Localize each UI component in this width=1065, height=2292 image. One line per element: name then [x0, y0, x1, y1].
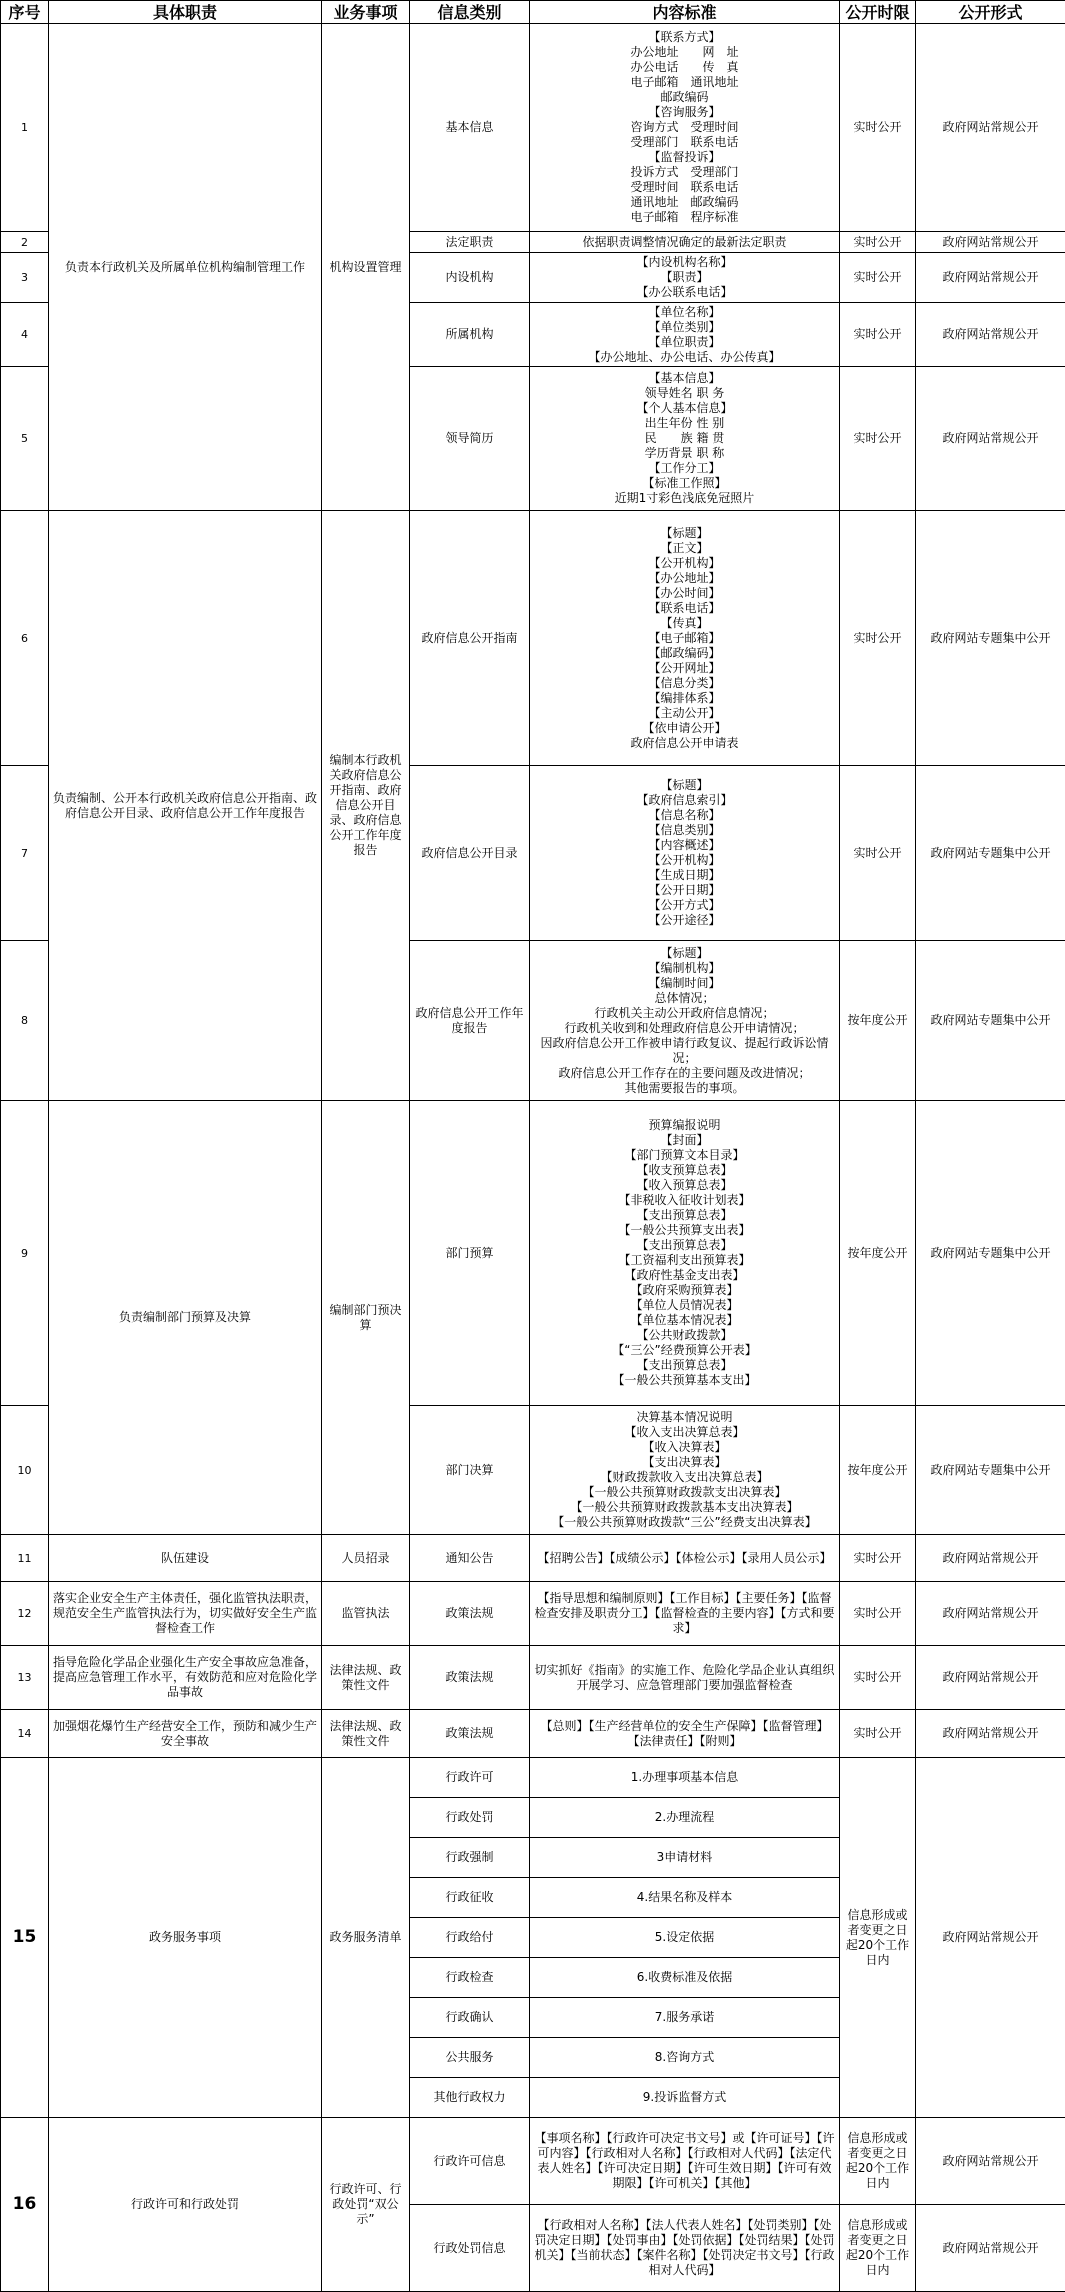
category-cell: 行政给付	[410, 1918, 530, 1958]
duty-cell: 队伍建设	[49, 1535, 322, 1582]
standard-cell: 【招聘公告】【成绩公示】【体检公示】【录用人员公示】	[530, 1535, 840, 1582]
row-seq: 3	[1, 253, 49, 303]
category-cell: 其他行政权力	[410, 2078, 530, 2118]
category-cell: 领导简历	[410, 367, 530, 511]
matter-cell: 监管执法	[322, 1582, 410, 1646]
time-limit-cell: 实时公开	[840, 1646, 916, 1710]
standard-line: 【一般公共预算财政拨款基本支出决算表】	[534, 1500, 835, 1515]
standard-cell: 3申请材料	[530, 1838, 840, 1878]
standard-line: 行政机关主动公开政府信息情况；	[534, 1006, 835, 1021]
time-limit-cell: 实时公开	[840, 367, 916, 511]
header-row	[1, 1, 1065, 24]
category-cell: 法定职责	[410, 232, 530, 253]
standard-line: 【信息分类】	[534, 676, 835, 691]
form-cell: 政府网站常规公开	[916, 367, 1065, 511]
standard-cell: 1.办理事项基本信息	[530, 1758, 840, 1798]
form-cell: 政府网站常规公开	[916, 24, 1065, 232]
time-limit-cell: 实时公开	[840, 253, 916, 303]
matter-cell: 编制本行政机关政府信息公开指南、政府信息公开目录、政府信息公开工作年度报告	[322, 511, 410, 1101]
standard-line: 【支出决算表】	[534, 1455, 835, 1470]
category-cell: 公共服务	[410, 2038, 530, 2078]
standard-line: 【工作分工】	[534, 461, 835, 476]
matter-cell: 行政许可、行政处罚“双公示”	[322, 2118, 410, 2292]
category-cell: 基本信息	[410, 24, 530, 232]
category-cell: 行政许可信息	[410, 2118, 530, 2205]
category-cell: 部门决算	[410, 1406, 530, 1535]
standard-line: 【公开机构】	[534, 853, 835, 868]
form-cell: 政府网站常规公开	[916, 1646, 1065, 1710]
standard-line: 【依申请公开】	[534, 721, 835, 736]
standard-line: 【支出预算总表】	[534, 1358, 835, 1373]
time-limit-cell: 信息形成或者变更之日起20个工作日内	[840, 2118, 916, 2205]
matter-cell: 法律法规、政策性文件	[322, 1646, 410, 1710]
standard-cell	[530, 253, 840, 303]
table-row	[1, 1582, 1065, 1646]
form-cell: 政府网站常规公开	[916, 1758, 1065, 2118]
time-limit-cell: 按年度公开	[840, 941, 916, 1101]
standard-line: 【标题】	[534, 946, 835, 961]
form-cell: 政府网站常规公开	[916, 2118, 1065, 2205]
standard-cell: 【事项名称】【行政许可决定书文号】或【许可证号】【许可内容】【行政相对人名称】【行政相对人代码】【法定代表人姓名】【许可决定日期】【许可生效日期】【许可有效期限】【许可机关】【其他】	[530, 2118, 840, 2205]
duty-cell: 负责编制部门预算及决算	[49, 1101, 322, 1535]
standard-cell	[530, 941, 840, 1101]
time-limit-cell: 实时公开	[840, 766, 916, 941]
standard-line: 【工资福利支出预算表】	[534, 1253, 835, 1268]
standard-line: 出生年份 性 别	[534, 416, 835, 431]
row-seq: 1	[1, 24, 49, 232]
form-cell: 政府网站常规公开	[916, 253, 1065, 303]
standard-line: 【传真】	[534, 616, 835, 631]
form-cell: 政府网站常规公开	[916, 1582, 1065, 1646]
row-seq: 10	[1, 1406, 49, 1535]
form-cell: 政府网站常规公开	[916, 232, 1065, 253]
time-limit-cell: 信息形成或者变更之日起20个工作日内	[840, 1758, 916, 2118]
standard-line: 【公开日期】	[534, 883, 835, 898]
standard-line: 【“三公”经费预算公开表】	[534, 1343, 835, 1358]
row-seq: 9	[1, 1101, 49, 1406]
standard-line: 【监督投诉】	[534, 150, 835, 165]
standard-line: 【一般公共预算财政拨款支出决算表】	[534, 1485, 835, 1500]
standard-line: 【个人基本信息】	[534, 401, 835, 416]
standard-cell	[530, 24, 840, 232]
standard-line: 依据职责调整情况确定的最新法定职责	[534, 235, 835, 250]
category-cell: 行政处罚	[410, 1798, 530, 1838]
standard-line: 【单位基本情况表】	[534, 1313, 835, 1328]
time-limit-cell: 实时公开	[840, 232, 916, 253]
standard-line: 决算基本情况说明	[534, 1410, 835, 1425]
standard-line: 【部门预算文本目录】	[534, 1148, 835, 1163]
standard-line: 【支出预算总表】	[534, 1208, 835, 1223]
standard-line: 【单位类别】	[534, 320, 835, 335]
matter-cell: 法律法规、政策性文件	[322, 1710, 410, 1758]
standard-line: 【信息类别】	[534, 823, 835, 838]
standard-cell	[530, 1406, 840, 1535]
standard-cell: 【行政相对人名称】【法人代表人姓名】【处罚类别】【处罚决定日期】【处罚事由】【处罚依据】【处罚结果】【处罚机关】【当前状态】【案件名称】【处罚决定书文号】【行政相对人代码】	[530, 2205, 840, 2292]
duty-cell: 负责编制、公开本行政机关政府信息公开指南、政府信息公开目录、政府信息公开工作年度报告	[49, 511, 322, 1101]
standard-line: 【编制时间】	[534, 976, 835, 991]
duty-cell: 指导危险化学品企业强化生产安全事故应急准备，提高应急管理工作水平，有效防范和应对危险化学品事故	[49, 1646, 322, 1710]
standard-cell: 切实抓好《指南》的实施工作、危险化学品企业认真组织开展学习、应急管理部门要加强监督检查	[530, 1646, 840, 1710]
standard-line: 邮政编码	[534, 90, 835, 105]
table-row	[1, 1646, 1065, 1710]
table-row	[1, 1710, 1065, 1758]
standard-line: 总体情况；	[534, 991, 835, 1006]
header-form: 公开形式	[916, 1, 1065, 24]
standard-line: 【正文】	[534, 541, 835, 556]
standard-line: 投诉方式 受理部门	[534, 165, 835, 180]
standard-line: 【职责】	[534, 270, 835, 285]
form-cell: 政府网站常规公开	[916, 2205, 1065, 2292]
standard-line: 【公共财政拨款】	[534, 1328, 835, 1343]
category-cell: 行政检查	[410, 1958, 530, 1998]
row-seq: 13	[1, 1646, 49, 1710]
standard-line: 【政府性基金支出表】	[534, 1268, 835, 1283]
standard-line: 其他需要报告的事项。	[534, 1081, 835, 1096]
standard-line: 【基本信息】	[534, 371, 835, 386]
standard-line: 【信息名称】	[534, 808, 835, 823]
standard-line: 【一般公共预算支出表】	[534, 1223, 835, 1238]
row-seq: 16	[1, 2118, 49, 2292]
row-seq: 4	[1, 303, 49, 367]
standard-line: 【标题】	[534, 778, 835, 793]
duty-cell: 行政许可和行政处罚	[49, 2118, 322, 2292]
standard-line: 受理部门 联系电话	[534, 135, 835, 150]
standard-cell	[530, 766, 840, 941]
matter-cell: 编制部门预决算	[322, 1101, 410, 1535]
standard-line: 【政府采购预算表】	[534, 1283, 835, 1298]
form-cell: 政府网站专题集中公开	[916, 1406, 1065, 1535]
standard-line: 【公开方式】	[534, 898, 835, 913]
standard-line: 【生成日期】	[534, 868, 835, 883]
standard-line: 【内设机构名称】	[534, 255, 835, 270]
category-cell: 政策法规	[410, 1582, 530, 1646]
duty-cell: 政务服务事项	[49, 1758, 322, 2118]
category-cell: 政策法规	[410, 1710, 530, 1758]
standard-line: 【电子邮箱】	[534, 631, 835, 646]
standard-line: 电子邮箱 程序标准	[534, 210, 835, 225]
standard-line: 【非税收入征收计划表】	[534, 1193, 835, 1208]
standard-line: 【办公时间】	[534, 586, 835, 601]
header-duty: 具体职责	[49, 1, 322, 24]
category-cell: 政府信息公开目录	[410, 766, 530, 941]
standard-cell: 【指导思想和编制原则】【工作目标】【主要任务】【监督检查安排及职责分工】【监督检查的主要内容】【方式和要求】	[530, 1582, 840, 1646]
row-seq: 8	[1, 941, 49, 1101]
duty-cell: 加强烟花爆竹生产经营安全工作，预防和减少生产安全事故	[49, 1710, 322, 1758]
standard-line: 预算编报说明	[534, 1118, 835, 1133]
standard-line: 【政府信息索引】	[534, 793, 835, 808]
standard-line: 【邮政编码】	[534, 646, 835, 661]
row-seq: 12	[1, 1582, 49, 1646]
matter-cell: 人员招录	[322, 1535, 410, 1582]
standard-cell	[530, 367, 840, 511]
row-seq: 15	[1, 1758, 49, 2118]
time-limit-cell: 实时公开	[840, 24, 916, 232]
table-row	[1, 2118, 1065, 2205]
row-seq: 2	[1, 232, 49, 253]
category-cell: 部门预算	[410, 1101, 530, 1406]
standard-line: 【公开网址】	[534, 661, 835, 676]
standard-line: 【办公地址】	[534, 571, 835, 586]
standard-cell: 4.结果名称及样本	[530, 1878, 840, 1918]
standard-line: 【编排体系】	[534, 691, 835, 706]
standard-cell: 2.办理流程	[530, 1798, 840, 1838]
standard-line: 【财政拨款收入支出决算总表】	[534, 1470, 835, 1485]
duty-cell: 负责本行政机关及所属单位机构编制管理工作	[49, 24, 322, 511]
header-seq: 序号	[1, 1, 49, 24]
standard-line: 【单位人员情况表】	[534, 1298, 835, 1313]
category-cell: 政策法规	[410, 1646, 530, 1710]
time-limit-cell: 信息形成或者变更之日起20个工作日内	[840, 2205, 916, 2292]
standard-line: 领导姓名 职 务	[534, 386, 835, 401]
form-cell: 政府网站常规公开	[916, 1535, 1065, 1582]
standard-line: 【办公地址、办公电话、办公传真】	[534, 350, 835, 365]
form-cell: 政府网站专题集中公开	[916, 1101, 1065, 1406]
header-time-limit: 公开时限	[840, 1, 916, 24]
category-cell: 所属机构	[410, 303, 530, 367]
standard-cell	[530, 1101, 840, 1406]
standard-cell: 5.设定依据	[530, 1918, 840, 1958]
standard-line: 【内容概述】	[534, 838, 835, 853]
standard-cell	[530, 303, 840, 367]
standard-line: 【支出预算总表】	[534, 1238, 835, 1253]
standard-line: 【单位名称】	[534, 305, 835, 320]
standard-cell	[530, 511, 840, 766]
standard-line: 政府信息公开工作存在的主要问题及改进情况；	[534, 1066, 835, 1081]
form-cell: 政府网站专题集中公开	[916, 766, 1065, 941]
time-limit-cell: 实时公开	[840, 511, 916, 766]
standard-line: 【一般公共预算基本支出】	[534, 1373, 835, 1388]
form-cell: 政府网站常规公开	[916, 303, 1065, 367]
standard-line: 【收入预算总表】	[534, 1178, 835, 1193]
standard-line: 电子邮箱 通讯地址	[534, 75, 835, 90]
time-limit-cell: 实时公开	[840, 303, 916, 367]
standard-line: 【标题】	[534, 526, 835, 541]
standard-line: 【收入决算表】	[534, 1440, 835, 1455]
standard-line: 受理时间 联系电话	[534, 180, 835, 195]
header-standard: 内容标准	[530, 1, 840, 24]
form-cell: 政府网站专题集中公开	[916, 941, 1065, 1101]
standard-line: 【标准工作照】	[534, 476, 835, 491]
table-row	[1, 24, 1065, 232]
row-seq: 5	[1, 367, 49, 511]
duty-cell: 落实企业安全生产主体责任，强化监管执法职责，规范安全生产监管执法行为，切实做好安全生产监督检查工作	[49, 1582, 322, 1646]
row-seq: 7	[1, 766, 49, 941]
matter-cell: 机构设置管理	[322, 24, 410, 511]
standard-cell: 7.服务承诺	[530, 1998, 840, 2038]
standard-line: 【公开机构】	[534, 556, 835, 571]
matter-cell: 政务服务清单	[322, 1758, 410, 2118]
table-row	[1, 1758, 1065, 1798]
category-cell: 通知公告	[410, 1535, 530, 1582]
category-cell: 政府信息公开工作年度报告	[410, 941, 530, 1101]
standard-line: 【咨询服务】	[534, 105, 835, 120]
standard-line: 【收支预算总表】	[534, 1163, 835, 1178]
category-cell: 政府信息公开指南	[410, 511, 530, 766]
time-limit-cell: 按年度公开	[840, 1101, 916, 1406]
standard-line: 办公地址 网 址	[534, 45, 835, 60]
category-cell: 行政征收	[410, 1878, 530, 1918]
standard-line: 行政机关收到和处理政府信息公开申请情况；	[534, 1021, 835, 1036]
standard-line: 民 族 籍 贯	[534, 431, 835, 446]
standard-line: 【联系方式】	[534, 30, 835, 45]
table-row	[1, 511, 1065, 766]
row-seq: 14	[1, 1710, 49, 1758]
standard-line: 【联系电话】	[534, 601, 835, 616]
row-seq: 11	[1, 1535, 49, 1582]
standard-line: 【收入支出决算总表】	[534, 1425, 835, 1440]
standard-cell: 【总则】【生产经营单位的安全生产保障】【监督管理】【法律责任】【附则】	[530, 1710, 840, 1758]
time-limit-cell: 按年度公开	[840, 1406, 916, 1535]
standard-line: 【封面】	[534, 1133, 835, 1148]
standard-line: 【一般公共预算财政拨款“三公”经费支出决算表】	[534, 1515, 835, 1530]
category-cell: 行政强制	[410, 1838, 530, 1878]
form-cell: 政府网站专题集中公开	[916, 511, 1065, 766]
category-cell: 内设机构	[410, 253, 530, 303]
standard-cell: 8.咨询方式	[530, 2038, 840, 2078]
time-limit-cell: 实时公开	[840, 1582, 916, 1646]
table-row	[1, 1535, 1065, 1582]
row-seq: 6	[1, 511, 49, 766]
standard-line: 【办公联系电话】	[534, 285, 835, 300]
standard-line: 办公电话 传 真	[534, 60, 835, 75]
standard-line: 【主动公开】	[534, 706, 835, 721]
category-cell: 行政确认	[410, 1998, 530, 2038]
table-row	[1, 1101, 1065, 1406]
standard-line: 政府信息公开申请表	[534, 736, 835, 751]
standard-line: 【公开途径】	[534, 913, 835, 928]
form-cell: 政府网站常规公开	[916, 1710, 1065, 1758]
time-limit-cell: 实时公开	[840, 1535, 916, 1582]
standard-line: 近期1寸彩色浅底免冠照片	[534, 491, 835, 506]
standard-line: 因政府信息公开工作被申请行政复议、提起行政诉讼情况；	[534, 1036, 835, 1066]
standard-cell: 9.投诉监督方式	[530, 2078, 840, 2118]
standard-cell: 6.收费标准及依据	[530, 1958, 840, 1998]
category-cell: 行政许可	[410, 1758, 530, 1798]
standard-line: 咨询方式 受理时间	[534, 120, 835, 135]
header-matter: 业务事项	[322, 1, 410, 24]
standard-line: 【编制机构】	[534, 961, 835, 976]
standard-line: 通讯地址 邮政编码	[534, 195, 835, 210]
standard-line: 【单位职责】	[534, 335, 835, 350]
time-limit-cell: 实时公开	[840, 1710, 916, 1758]
category-cell: 行政处罚信息	[410, 2205, 530, 2292]
header-category: 信息类别	[410, 1, 530, 24]
standard-cell	[530, 232, 840, 253]
standard-line: 学历背景 职 称	[534, 446, 835, 461]
